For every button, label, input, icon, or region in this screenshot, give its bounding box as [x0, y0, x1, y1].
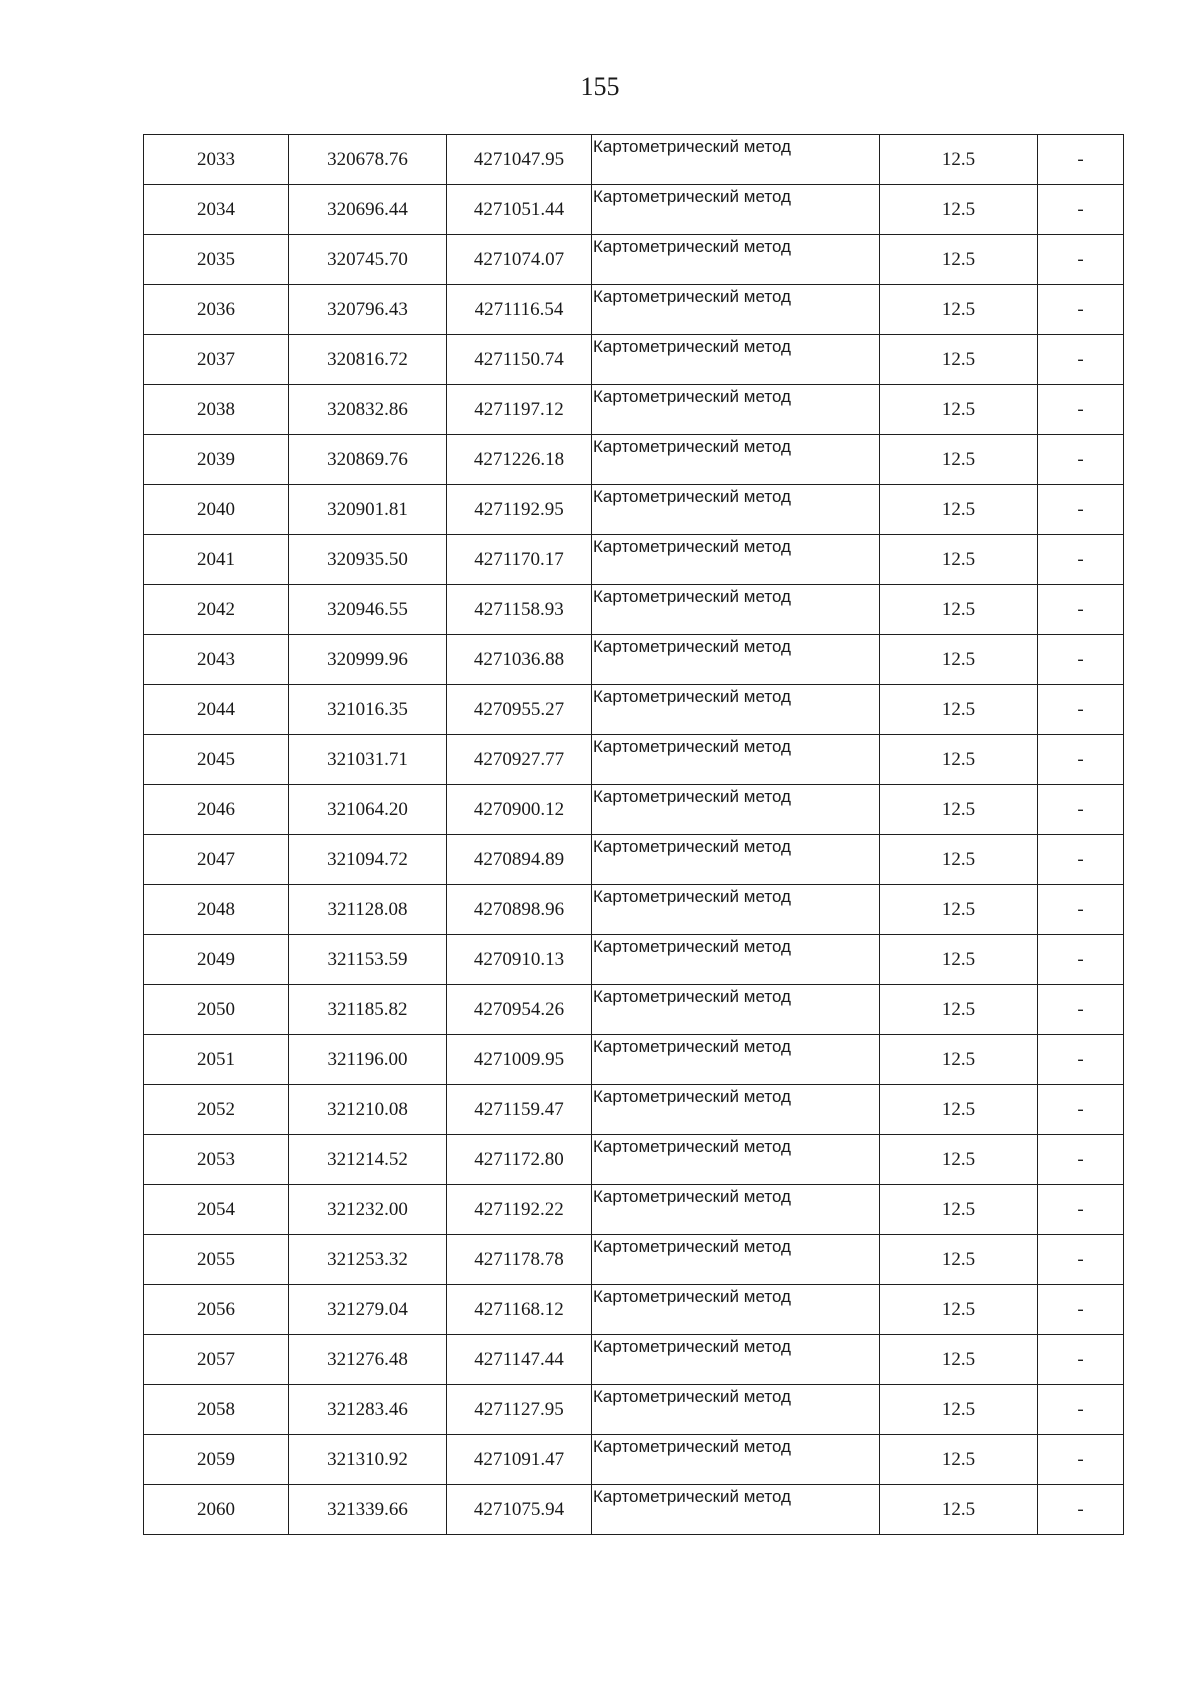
table-row: [144, 1285, 1124, 1335]
x-coordinate-cell: 320935.50: [289, 535, 447, 585]
table-row: [144, 885, 1124, 935]
x-coordinate-cell: 321339.66: [289, 1485, 447, 1535]
point-number-cell: 2050: [144, 985, 289, 1035]
y-coordinate-cell: 4270894.89: [447, 835, 592, 885]
table-row: [144, 835, 1124, 885]
accuracy-cell: 12.5: [880, 135, 1038, 185]
point-number-cell: 2058: [144, 1385, 289, 1435]
x-coordinate-cell: 321214.52: [289, 1135, 447, 1185]
accuracy-cell: 12.5: [880, 885, 1038, 935]
method-cell: Картометрический метод: [592, 685, 880, 735]
accuracy-cell: 12.5: [880, 235, 1038, 285]
method-cell: Картометрический метод: [592, 1485, 880, 1535]
y-coordinate-cell: 4271047.95: [447, 135, 592, 185]
y-coordinate-cell: 4271127.95: [447, 1385, 592, 1435]
y-coordinate-cell: 4270955.27: [447, 685, 592, 735]
point-number-cell: 2048: [144, 885, 289, 935]
y-coordinate-cell: 4271074.07: [447, 235, 592, 285]
point-number-cell: 2038: [144, 385, 289, 435]
method-cell: Картометрический метод: [592, 885, 880, 935]
accuracy-cell: 12.5: [880, 1335, 1038, 1385]
y-coordinate-cell: 4271051.44: [447, 185, 592, 235]
method-cell: Картометрический метод: [592, 585, 880, 635]
point-number-cell: 2053: [144, 1135, 289, 1185]
point-number-cell: 2047: [144, 835, 289, 885]
accuracy-cell: 12.5: [880, 1385, 1038, 1435]
table-row: [144, 785, 1124, 835]
point-number-cell: 2033: [144, 135, 289, 185]
x-coordinate-cell: 321253.32: [289, 1235, 447, 1285]
x-coordinate-cell: 321276.48: [289, 1335, 447, 1385]
point-number-cell: 2041: [144, 535, 289, 585]
point-number-cell: 2046: [144, 785, 289, 835]
accuracy-cell: 12.5: [880, 935, 1038, 985]
x-coordinate-cell: 321094.72: [289, 835, 447, 885]
note-cell: -: [1038, 885, 1124, 935]
accuracy-cell: 12.5: [880, 985, 1038, 1035]
accuracy-cell: 12.5: [880, 535, 1038, 585]
y-coordinate-cell: 4271036.88: [447, 635, 592, 685]
y-coordinate-cell: 4271170.17: [447, 535, 592, 585]
table-row: [144, 1185, 1124, 1235]
table-row: [144, 285, 1124, 335]
table-row: [144, 535, 1124, 585]
page-number: 155: [580, 72, 620, 101]
table-row: [144, 635, 1124, 685]
x-coordinate-cell: 320796.43: [289, 285, 447, 335]
x-coordinate-cell: 321310.92: [289, 1435, 447, 1485]
note-cell: -: [1038, 285, 1124, 335]
table-row: [144, 685, 1124, 735]
table-row: [144, 1485, 1124, 1535]
y-coordinate-cell: 4270900.12: [447, 785, 592, 835]
x-coordinate-cell: 321064.20: [289, 785, 447, 835]
table-row: [144, 935, 1124, 985]
x-coordinate-cell: 320745.70: [289, 235, 447, 285]
table-row: [144, 235, 1124, 285]
point-number-cell: 2040: [144, 485, 289, 535]
point-number-cell: 2035: [144, 235, 289, 285]
note-cell: -: [1038, 435, 1124, 485]
method-cell: Картометрический метод: [592, 135, 880, 185]
accuracy-cell: 12.5: [880, 635, 1038, 685]
point-number-cell: 2037: [144, 335, 289, 385]
method-cell: Картометрический метод: [592, 485, 880, 535]
table-row: [144, 1235, 1124, 1285]
x-coordinate-cell: 321196.00: [289, 1035, 447, 1085]
point-number-cell: 2060: [144, 1485, 289, 1535]
accuracy-cell: 12.5: [880, 835, 1038, 885]
note-cell: -: [1038, 235, 1124, 285]
point-number-cell: 2054: [144, 1185, 289, 1235]
method-cell: Картометрический метод: [592, 735, 880, 785]
point-number-cell: 2052: [144, 1085, 289, 1135]
accuracy-cell: 12.5: [880, 1235, 1038, 1285]
table-row: [144, 385, 1124, 435]
accuracy-cell: 12.5: [880, 285, 1038, 335]
accuracy-cell: 12.5: [880, 1135, 1038, 1185]
y-coordinate-cell: 4271147.44: [447, 1335, 592, 1385]
note-cell: -: [1038, 685, 1124, 735]
method-cell: Картометрический метод: [592, 935, 880, 985]
note-cell: -: [1038, 335, 1124, 385]
x-coordinate-cell: 320999.96: [289, 635, 447, 685]
y-coordinate-cell: 4271158.93: [447, 585, 592, 635]
point-number-cell: 2056: [144, 1285, 289, 1335]
point-number-cell: 2049: [144, 935, 289, 985]
y-coordinate-cell: 4271168.12: [447, 1285, 592, 1335]
method-cell: Картометрический метод: [592, 1385, 880, 1435]
note-cell: -: [1038, 635, 1124, 685]
note-cell: -: [1038, 535, 1124, 585]
point-number-cell: 2042: [144, 585, 289, 635]
accuracy-cell: 12.5: [880, 335, 1038, 385]
note-cell: -: [1038, 135, 1124, 185]
table-row: [144, 1085, 1124, 1135]
accuracy-cell: 12.5: [880, 1485, 1038, 1535]
y-coordinate-cell: 4270910.13: [447, 935, 592, 985]
accuracy-cell: 12.5: [880, 685, 1038, 735]
x-coordinate-cell: 321016.35: [289, 685, 447, 735]
table-row: [144, 485, 1124, 535]
note-cell: -: [1038, 1035, 1124, 1085]
x-coordinate-cell: 320816.72: [289, 335, 447, 385]
method-cell: Картометрический метод: [592, 335, 880, 385]
accuracy-cell: 12.5: [880, 485, 1038, 535]
note-cell: -: [1038, 1285, 1124, 1335]
note-cell: -: [1038, 585, 1124, 635]
method-cell: Картометрический метод: [592, 785, 880, 835]
method-cell: Картометрический метод: [592, 285, 880, 335]
table-row: [144, 1385, 1124, 1435]
y-coordinate-cell: 4270954.26: [447, 985, 592, 1035]
coordinates-table: [143, 134, 1124, 1535]
note-cell: -: [1038, 1085, 1124, 1135]
point-number-cell: 2051: [144, 1035, 289, 1085]
y-coordinate-cell: 4271075.94: [447, 1485, 592, 1535]
accuracy-cell: 12.5: [880, 1285, 1038, 1335]
x-coordinate-cell: 320832.86: [289, 385, 447, 435]
x-coordinate-cell: 320901.81: [289, 485, 447, 535]
x-coordinate-cell: 320696.44: [289, 185, 447, 235]
method-cell: Картометрический метод: [592, 435, 880, 485]
accuracy-cell: 12.5: [880, 585, 1038, 635]
table-row: [144, 585, 1124, 635]
table-row: [144, 1335, 1124, 1385]
method-cell: Картометрический метод: [592, 535, 880, 585]
note-cell: -: [1038, 1435, 1124, 1485]
note-cell: -: [1038, 1335, 1124, 1385]
x-coordinate-cell: 321279.04: [289, 1285, 447, 1335]
y-coordinate-cell: 4271192.22: [447, 1185, 592, 1235]
point-number-cell: 2034: [144, 185, 289, 235]
y-coordinate-cell: 4271159.47: [447, 1085, 592, 1135]
note-cell: -: [1038, 1185, 1124, 1235]
accuracy-cell: 12.5: [880, 385, 1038, 435]
x-coordinate-cell: 321232.00: [289, 1185, 447, 1235]
table-row: [144, 735, 1124, 785]
y-coordinate-cell: 4271226.18: [447, 435, 592, 485]
accuracy-cell: 12.5: [880, 185, 1038, 235]
point-number-cell: 2039: [144, 435, 289, 485]
method-cell: Картометрический метод: [592, 385, 880, 435]
note-cell: -: [1038, 1485, 1124, 1535]
note-cell: -: [1038, 735, 1124, 785]
note-cell: -: [1038, 1135, 1124, 1185]
x-coordinate-cell: 320678.76: [289, 135, 447, 185]
point-number-cell: 2044: [144, 685, 289, 735]
note-cell: -: [1038, 1385, 1124, 1435]
method-cell: Картометрический метод: [592, 235, 880, 285]
x-coordinate-cell: 321185.82: [289, 985, 447, 1035]
y-coordinate-cell: 4271172.80: [447, 1135, 592, 1185]
point-number-cell: 2057: [144, 1335, 289, 1385]
y-coordinate-cell: 4270898.96: [447, 885, 592, 935]
x-coordinate-cell: 321128.08: [289, 885, 447, 935]
x-coordinate-cell: 320946.55: [289, 585, 447, 635]
table-row: [144, 1035, 1124, 1085]
note-cell: -: [1038, 385, 1124, 435]
table-row: [144, 1135, 1124, 1185]
method-cell: Картометрический метод: [592, 1435, 880, 1485]
accuracy-cell: 12.5: [880, 1185, 1038, 1235]
x-coordinate-cell: 320869.76: [289, 435, 447, 485]
accuracy-cell: 12.5: [880, 735, 1038, 785]
method-cell: Картометрический метод: [592, 635, 880, 685]
accuracy-cell: 12.5: [880, 785, 1038, 835]
accuracy-cell: 12.5: [880, 1435, 1038, 1485]
table-row: [144, 1435, 1124, 1485]
x-coordinate-cell: 321153.59: [289, 935, 447, 985]
y-coordinate-cell: 4271197.12: [447, 385, 592, 435]
y-coordinate-cell: 4271150.74: [447, 335, 592, 385]
coordinates-table-body: [144, 135, 1124, 1535]
method-cell: Картометрический метод: [592, 1235, 880, 1285]
x-coordinate-cell: 321031.71: [289, 735, 447, 785]
y-coordinate-cell: 4271091.47: [447, 1435, 592, 1485]
note-cell: -: [1038, 485, 1124, 535]
point-number-cell: 2059: [144, 1435, 289, 1485]
y-coordinate-cell: 4271116.54: [447, 285, 592, 335]
method-cell: Картометрический метод: [592, 1135, 880, 1185]
table-row: [144, 135, 1124, 185]
table-row: [144, 435, 1124, 485]
method-cell: Картометрический метод: [592, 985, 880, 1035]
method-cell: Картометрический метод: [592, 1285, 880, 1335]
point-number-cell: 2055: [144, 1235, 289, 1285]
accuracy-cell: 12.5: [880, 435, 1038, 485]
method-cell: Картометрический метод: [592, 1185, 880, 1235]
point-number-cell: 2036: [144, 285, 289, 335]
method-cell: Картометрический метод: [592, 1335, 880, 1385]
note-cell: -: [1038, 935, 1124, 985]
accuracy-cell: 12.5: [880, 1035, 1038, 1085]
point-number-cell: 2043: [144, 635, 289, 685]
accuracy-cell: 12.5: [880, 1085, 1038, 1135]
table-row: [144, 985, 1124, 1035]
note-cell: -: [1038, 185, 1124, 235]
y-coordinate-cell: 4271192.95: [447, 485, 592, 535]
x-coordinate-cell: 321210.08: [289, 1085, 447, 1135]
y-coordinate-cell: 4271178.78: [447, 1235, 592, 1285]
note-cell: -: [1038, 985, 1124, 1035]
note-cell: -: [1038, 1235, 1124, 1285]
y-coordinate-cell: 4271009.95: [447, 1035, 592, 1085]
method-cell: Картометрический метод: [592, 1035, 880, 1085]
method-cell: Картометрический метод: [592, 1085, 880, 1135]
note-cell: -: [1038, 835, 1124, 885]
note-cell: -: [1038, 785, 1124, 835]
table-row: [144, 185, 1124, 235]
y-coordinate-cell: 4270927.77: [447, 735, 592, 785]
table-row: [144, 335, 1124, 385]
method-cell: Картометрический метод: [592, 185, 880, 235]
method-cell: Картометрический метод: [592, 835, 880, 885]
point-number-cell: 2045: [144, 735, 289, 785]
x-coordinate-cell: 321283.46: [289, 1385, 447, 1435]
